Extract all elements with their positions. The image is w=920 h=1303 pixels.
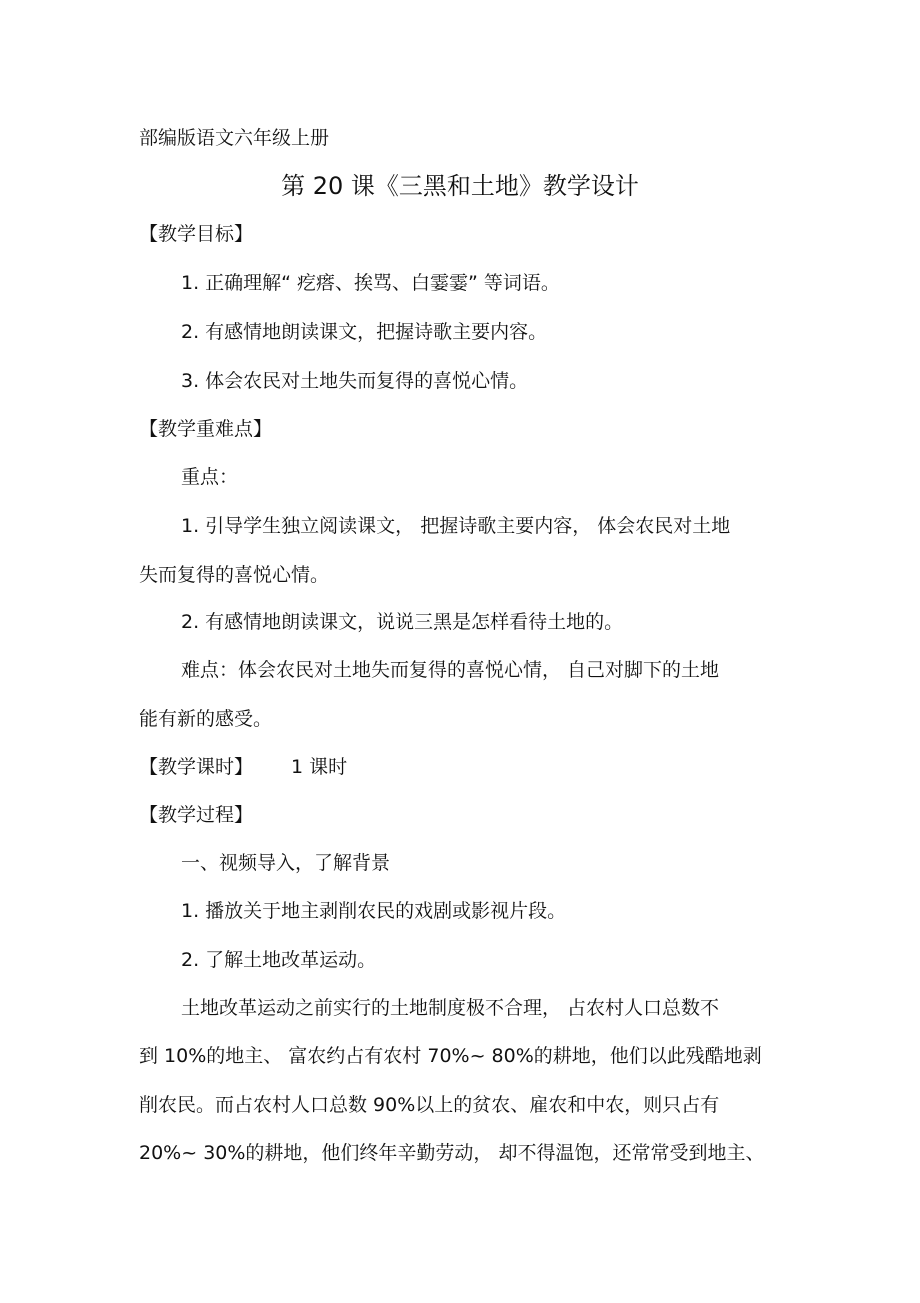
objective-item-1: 1. 正确理解“ 疙瘩、挨骂、白霎霎” 等词语。 — [181, 272, 560, 294]
section-heading-hours: 【教学课时】 — [139, 756, 254, 778]
objective-item-2: 2. 有感情地朗读课文，把握诗歌主要内容。 — [181, 321, 548, 343]
section-heading-key-points: 【教学重难点】 — [139, 418, 273, 440]
focus-item-1-line-1: 1. 引导学生独立阅读课文， 把握诗歌主要内容， 体会农民对土地 — [181, 515, 731, 537]
focus-item-1-line-2: 失而复得的喜悦心情。 — [139, 564, 330, 586]
process-step-1-item-1: 1. 播放关于地主剥削农民的戏剧或影视片段。 — [181, 900, 567, 922]
difficulty-line-2: 能有新的感受。 — [139, 708, 273, 730]
paragraph-line-1: 土地改革运动之前实行的土地制度极不合理， 占农村人口总数不 — [181, 997, 720, 1019]
section-heading-objectives: 【教学目标】 — [139, 223, 254, 245]
paragraph-line-2: 到 10%的地主、 富农约占有农村 70%~ 80%的耕地，他们以此残酷地剥 — [139, 1045, 762, 1067]
hours-value: 1 课时 — [291, 756, 348, 778]
objective-item-3: 3. 体会农民对土地失而复得的喜悦心情。 — [181, 370, 529, 392]
page-title: 第 20 课《三黑和土地》教学设计 — [281, 172, 639, 200]
difficulty-line-1: 难点：体会农民对土地失而复得的喜悦心情， 自己对脚下的土地 — [181, 659, 720, 681]
section-heading-process: 【教学过程】 — [139, 804, 254, 826]
document-subtitle: 部编版语文六年级上册 — [139, 127, 330, 149]
focus-item-2: 2. 有感情地朗读课文，说说三黑是怎样看待土地的。 — [181, 611, 624, 633]
paragraph-line-3: 削农民。而占农村人口总数 90%以上的贫农、雇农和中农，则只占有 — [139, 1094, 720, 1116]
process-step-1: 一、视频导入，了解背景 — [181, 852, 391, 874]
process-step-1-item-2: 2. 了解土地改革运动。 — [181, 949, 377, 971]
focus-label: 重点： — [181, 466, 239, 488]
paragraph-line-4: 20%~ 30%的耕地，他们终年辛勤劳动， 却不得温饱，还常常受到地主、 — [139, 1142, 765, 1164]
